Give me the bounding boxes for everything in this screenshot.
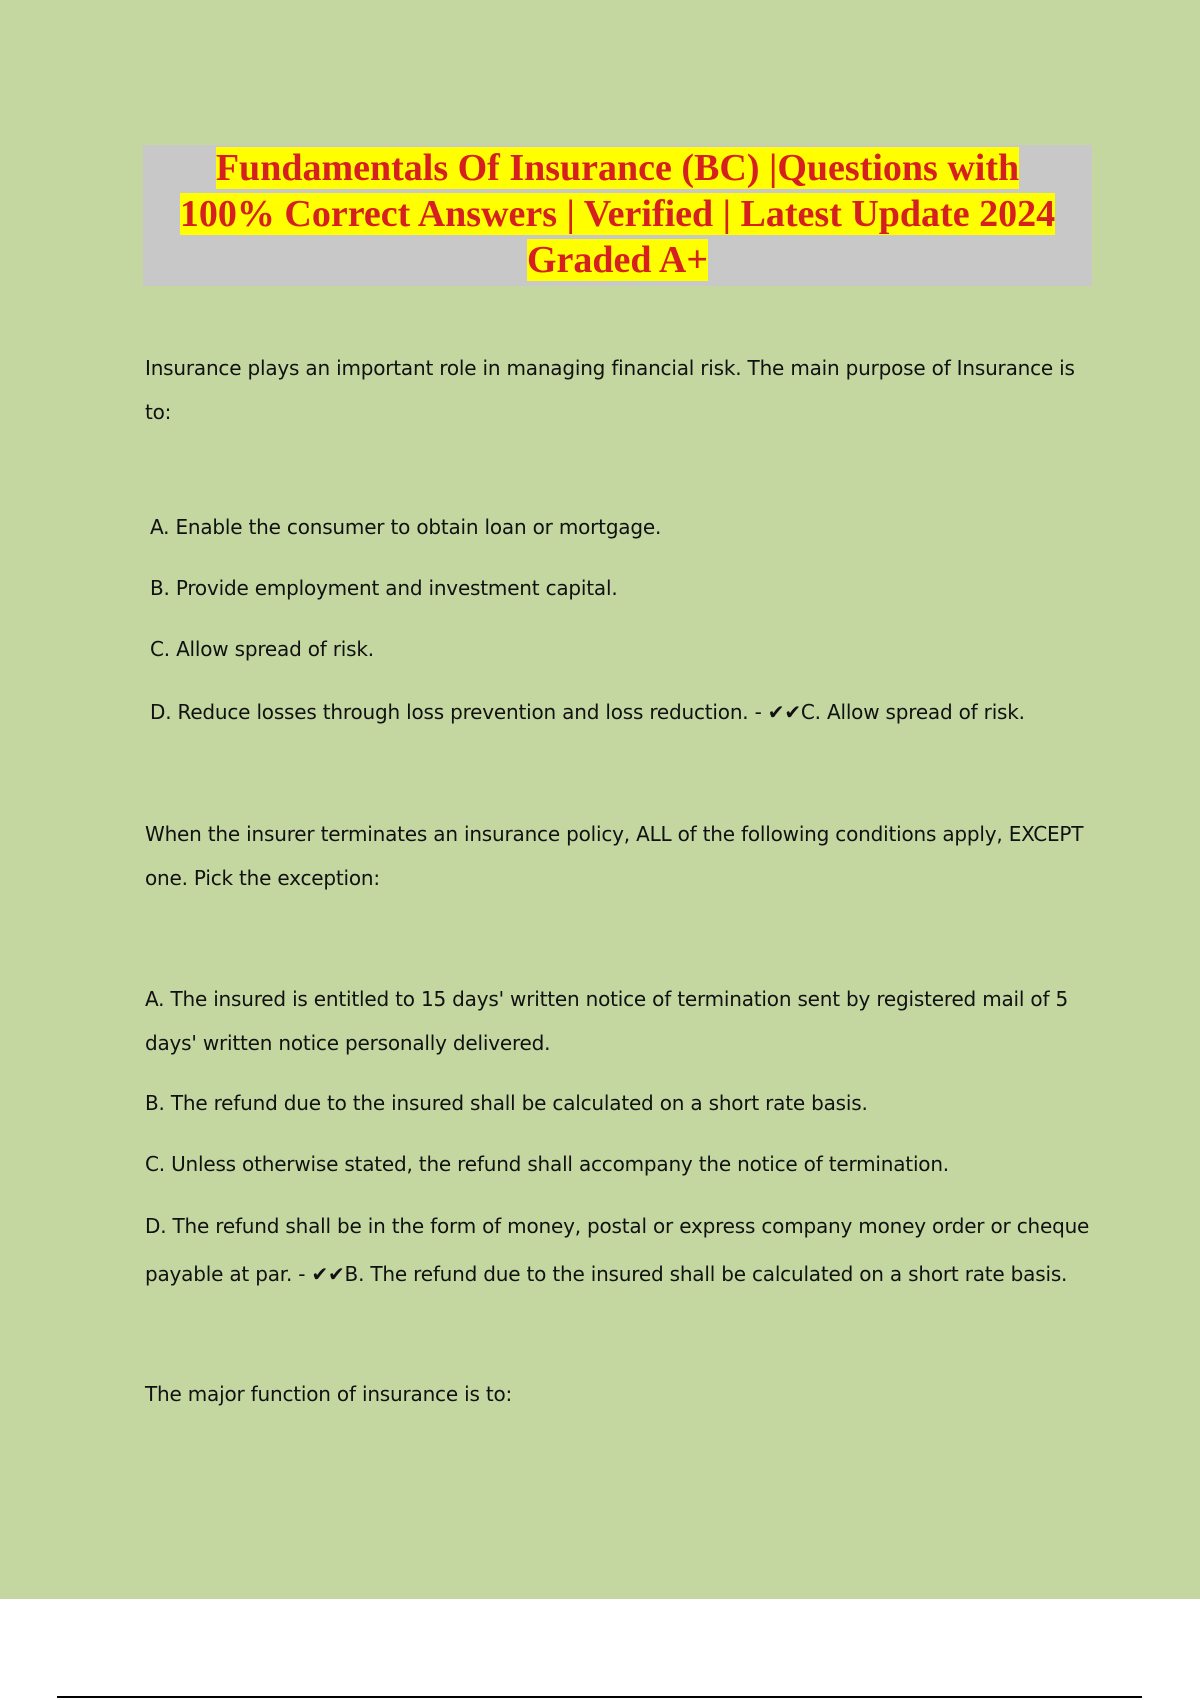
question-2-stem-line-1: When the insurer terminates an insurance policy, ALL of the following conditions apply, EXCEPT bbox=[145, 822, 1084, 846]
question-2-option-a-line-2: days' written notice personally delivered. bbox=[145, 1031, 551, 1055]
question-1-stem bbox=[145, 346, 1095, 434]
question-1-option-a: A. Enable the consumer to obtain loan or mortgage. bbox=[150, 515, 662, 539]
question-2-option-d-line-1: D. The refund shall be in the form of money, postal or express company money order or cheque bbox=[145, 1214, 1090, 1238]
question-1-stem-line-1: Insurance plays an important role in managing financial risk. The main purpose of Insurance is bbox=[145, 356, 1075, 380]
question-1-option-b: B. Provide employment and investment capital. bbox=[150, 576, 618, 600]
question-2-option-a-line-1: A. The insured is entitled to 15 days' written notice of termination sent by registered mail of 5 bbox=[145, 987, 1068, 1011]
footer-rule bbox=[57, 1696, 1142, 1698]
question-3-stem: The major function of insurance is to: bbox=[145, 1382, 513, 1406]
title-line-2: 100% Correct Answers | Verified | Latest Update 2024 bbox=[179, 193, 1056, 235]
title-line-3: Graded A+ bbox=[526, 239, 709, 281]
question-2-stem-line-2: one. Pick the exception: bbox=[145, 866, 380, 890]
question-2-stem bbox=[145, 812, 1095, 900]
question-2-option-c: C. Unless otherwise stated, the refund shall accompany the notice of termination. bbox=[145, 1152, 949, 1176]
title-line-1: Fundamentals Of Insurance (BC) |Questions with bbox=[215, 147, 1020, 189]
question-2-option-d-line-2-answer: payable at par. - ✔✔B. The refund due to the insured shall be calculated on a short rate basis. bbox=[145, 1262, 1068, 1286]
document-title bbox=[143, 145, 1092, 286]
question-1-option-d-answer: D. Reduce losses through loss prevention and loss reduction. - ✔✔C. Allow spread of risk. bbox=[150, 700, 1025, 724]
question-2-option-b: B. The refund due to the insured shall be calculated on a short rate basis. bbox=[145, 1091, 868, 1115]
question-1-option-c: C. Allow spread of risk. bbox=[150, 637, 374, 661]
question-1-stem-line-2: to: bbox=[145, 400, 172, 424]
question-2-option-d bbox=[145, 1202, 1095, 1298]
question-2-option-a bbox=[145, 977, 1095, 1065]
